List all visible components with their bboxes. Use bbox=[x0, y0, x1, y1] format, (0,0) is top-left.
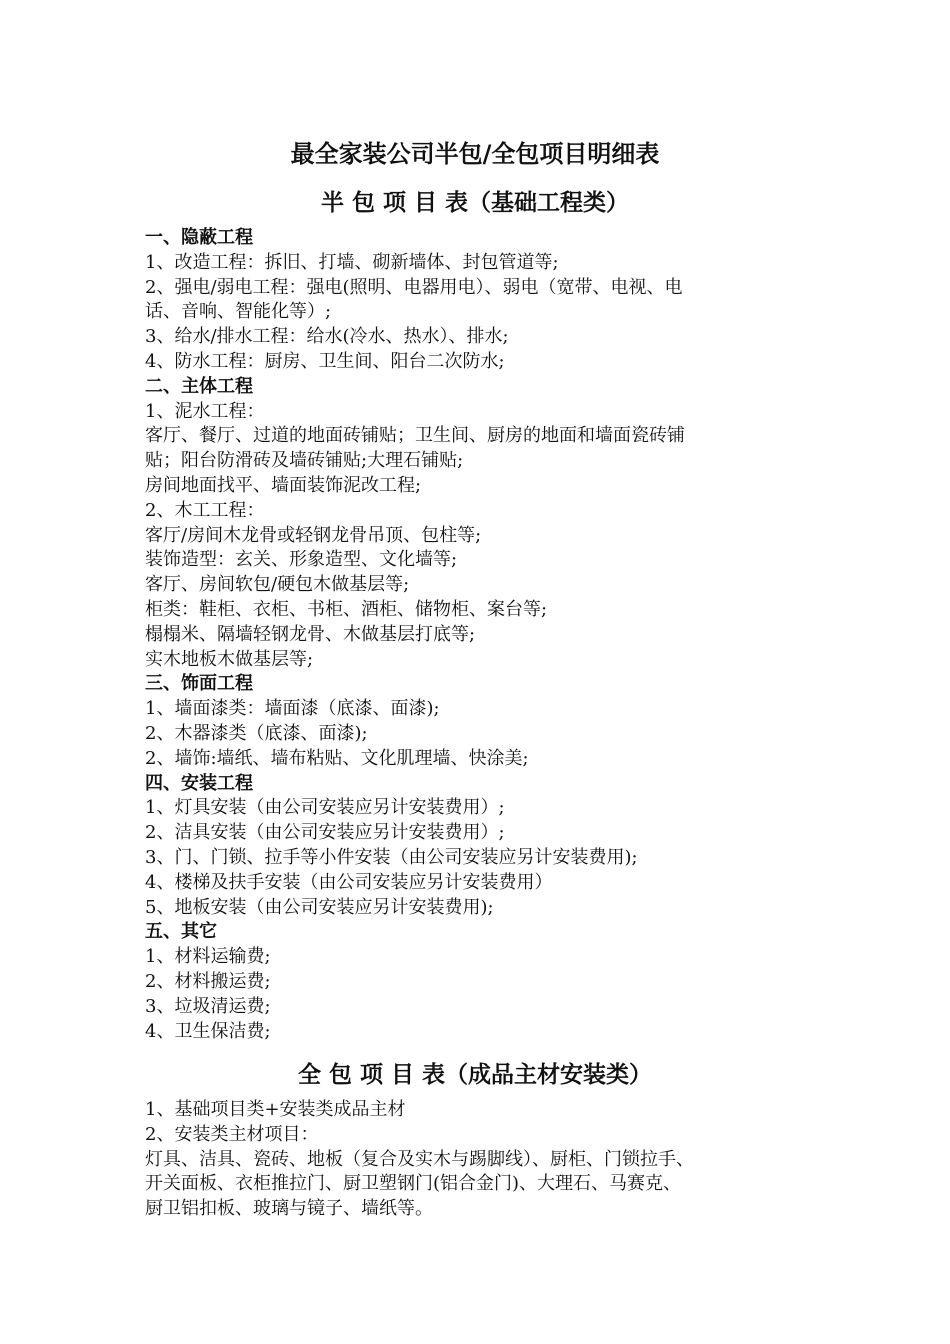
section-heading: 二、主体工程 bbox=[145, 375, 253, 397]
list-item: 1、基础项目类+安装类成品主材 bbox=[145, 1099, 406, 1120]
list-item: 贴；阳台防滑砖及墙砖铺贴;大理石铺贴; bbox=[145, 450, 464, 472]
list-item: 1、改造工程：拆旧、打墙、砌新墙体、封包管道等; bbox=[145, 251, 559, 273]
list-item: 3、给水/排水工程：给水(冷水、热水）、排水; bbox=[145, 326, 509, 348]
list-item: 4、楼梯及扶手安装（由公司安装应另计安装费用） bbox=[145, 871, 553, 893]
section-title-half-package: 半 包 项 目 表（基础工程类） bbox=[320, 190, 630, 216]
list-item: 2、安装类主材项目： bbox=[145, 1123, 319, 1145]
list-item: 3、垃圾清运费; bbox=[145, 995, 271, 1017]
list-item: 装饰造型：玄关、形象造型、文化墙等; bbox=[145, 549, 458, 571]
list-item: 5、地板安装（由公司安装应另计安装费用); bbox=[145, 896, 494, 918]
list-item: 4、防水工程：厨房、卫生间、阳台二次防水; bbox=[145, 350, 505, 372]
section-heading: 一、隐蔽工程 bbox=[145, 227, 253, 248]
list-item: 1、材料运输费; bbox=[145, 946, 271, 968]
list-item: 实木地板木做基层等; bbox=[145, 648, 314, 670]
list-item: 榻榻米、隔墙轻钢龙骨、木做基层打底等; bbox=[145, 623, 476, 645]
section-heading: 四、安装工程 bbox=[145, 772, 253, 794]
list-item: 2、强电/弱电工程：强电(照明、电器用电）、弱电（宽带、电视、电 bbox=[145, 276, 683, 298]
list-item: 2、材料搬运费; bbox=[145, 970, 271, 992]
list-item: 3、门、门锁、拉手等小件安装（由公司安装应另计安装费用); bbox=[145, 846, 638, 868]
list-item: 开关面板、衣柜推拉门、厨卫塑钢门(铝合金门)、大理石、马赛克、 bbox=[145, 1173, 682, 1195]
list-item: 客厅、餐厅、过道的地面砖铺贴；卫生间、厨房的地面和墙面瓷砖铺 bbox=[145, 425, 685, 447]
list-item: 客厅/房间木龙骨或轻钢龙骨吊顶、包柱等; bbox=[145, 524, 482, 546]
list-item: 1、灯具安装（由公司安装应另计安装费用）; bbox=[145, 797, 505, 819]
section-heading: 五、其它 bbox=[145, 921, 217, 943]
section-half-package-list bbox=[145, 226, 815, 1044]
list-item: 柜类：鞋柜、衣柜、书柜、酒柜、储物柜、案台等; bbox=[145, 598, 548, 620]
list-item: 1、泥水工程： bbox=[145, 400, 265, 422]
section-full-package-list bbox=[145, 1098, 815, 1222]
list-item: 2、洁具安装（由公司安装应另计安装费用）; bbox=[145, 822, 505, 844]
list-item: 灯具、洁具、瓷砖、地板（复合及实木与踢脚线）、厨柜、门锁拉手、 bbox=[145, 1148, 694, 1170]
section-title-full-package: 全 包 项 目 表（成品主材安装类） bbox=[297, 1062, 653, 1088]
list-item: 客厅、房间软包/硬包木做基层等; bbox=[145, 574, 410, 596]
list-item: 房间地面找平、墙面装饰泥改工程; bbox=[145, 474, 422, 496]
list-item: 2、墙饰:墙纸、墙布粘贴、文化肌理墙、快涂美; bbox=[145, 747, 529, 769]
list-item: 4、卫生保洁费; bbox=[145, 1020, 271, 1042]
document-title: 最全家装公司半包/全包项目明细表 bbox=[290, 140, 660, 168]
list-item: 厨卫铝扣板、玻璃与镜子、墙纸等。 bbox=[145, 1198, 433, 1220]
list-item: 话、音响、智能化等）; bbox=[145, 301, 332, 323]
list-item: 2、木器漆类（底漆、面漆); bbox=[145, 722, 368, 744]
list-item: 2、木工工程： bbox=[145, 499, 265, 521]
section-heading: 三、饰面工程 bbox=[145, 673, 253, 695]
list-item: 1、墙面漆类：墙面漆（底漆、面漆); bbox=[145, 698, 440, 720]
